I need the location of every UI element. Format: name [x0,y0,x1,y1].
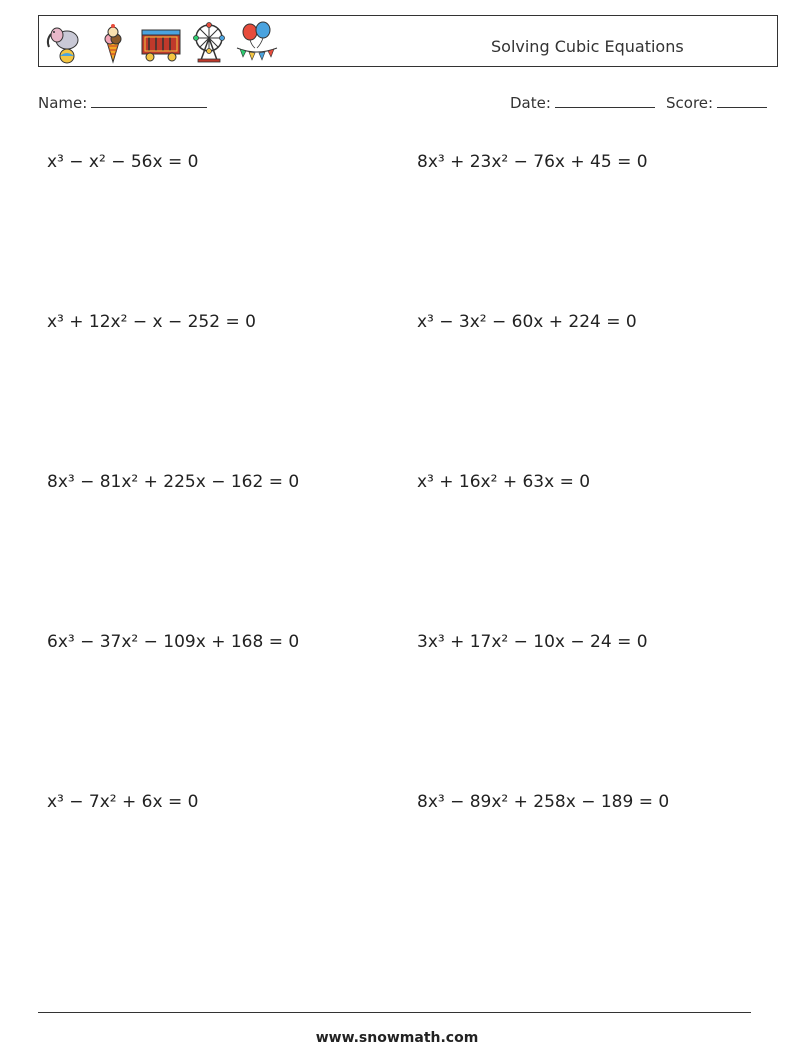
date-blank-line[interactable] [555,93,655,108]
equation-text: x³ − 3x² − 60x + 224 = 0 [417,312,637,332]
problem-10 [417,792,669,812]
problem-6 [417,472,590,492]
equation-text: 8x³ − 81x² + 225x − 162 = 0 [47,472,300,492]
date-label: Date: [510,94,551,112]
equation-text: 8x³ + 23x² − 76x + 45 = 0 [417,152,648,172]
equation-text: x³ − x² − 56x = 0 [47,152,199,172]
equation-text: x³ − 7x² + 6x = 0 [47,792,199,812]
circus-wagon-icon [139,20,183,64]
name-field[interactable] [38,93,207,112]
problem-2 [417,152,648,172]
ferris-wheel-icon [187,20,231,64]
footer-website[interactable]: www.snowmath.com [315,1030,479,1046]
problem-4 [417,312,637,332]
header-icons [43,20,283,64]
balloons-bunting-icon [235,20,279,64]
elephant-on-ball-icon [43,20,87,64]
problem-3 [47,312,256,332]
equation-text: 6x³ − 37x² − 109x + 168 = 0 [47,632,300,652]
name-label: Name: [38,94,88,112]
name-blank-line[interactable] [91,93,207,108]
ice-cream-cone-icon [91,20,135,64]
score-blank-line[interactable] [717,93,767,108]
worksheet-header [38,15,778,67]
score-field[interactable] [666,93,767,112]
problem-1 [47,152,198,172]
problem-5 [47,472,299,492]
equation-text: x³ + 16x² + 63x = 0 [417,472,591,492]
footer-divider [38,1012,751,1013]
equation-text: 8x³ − 89x² + 258x − 189 = 0 [417,792,670,812]
problem-7 [47,632,299,652]
score-label: Score: [666,94,714,112]
problem-9 [47,792,198,812]
equation-text: x³ + 12x² − x − 252 = 0 [47,312,256,332]
equation-text: 3x³ + 17x² − 10x − 24 = 0 [417,632,648,652]
problem-8 [417,632,648,652]
worksheet-title: Solving Cubic Equations [491,37,684,56]
date-field[interactable] [510,93,655,112]
